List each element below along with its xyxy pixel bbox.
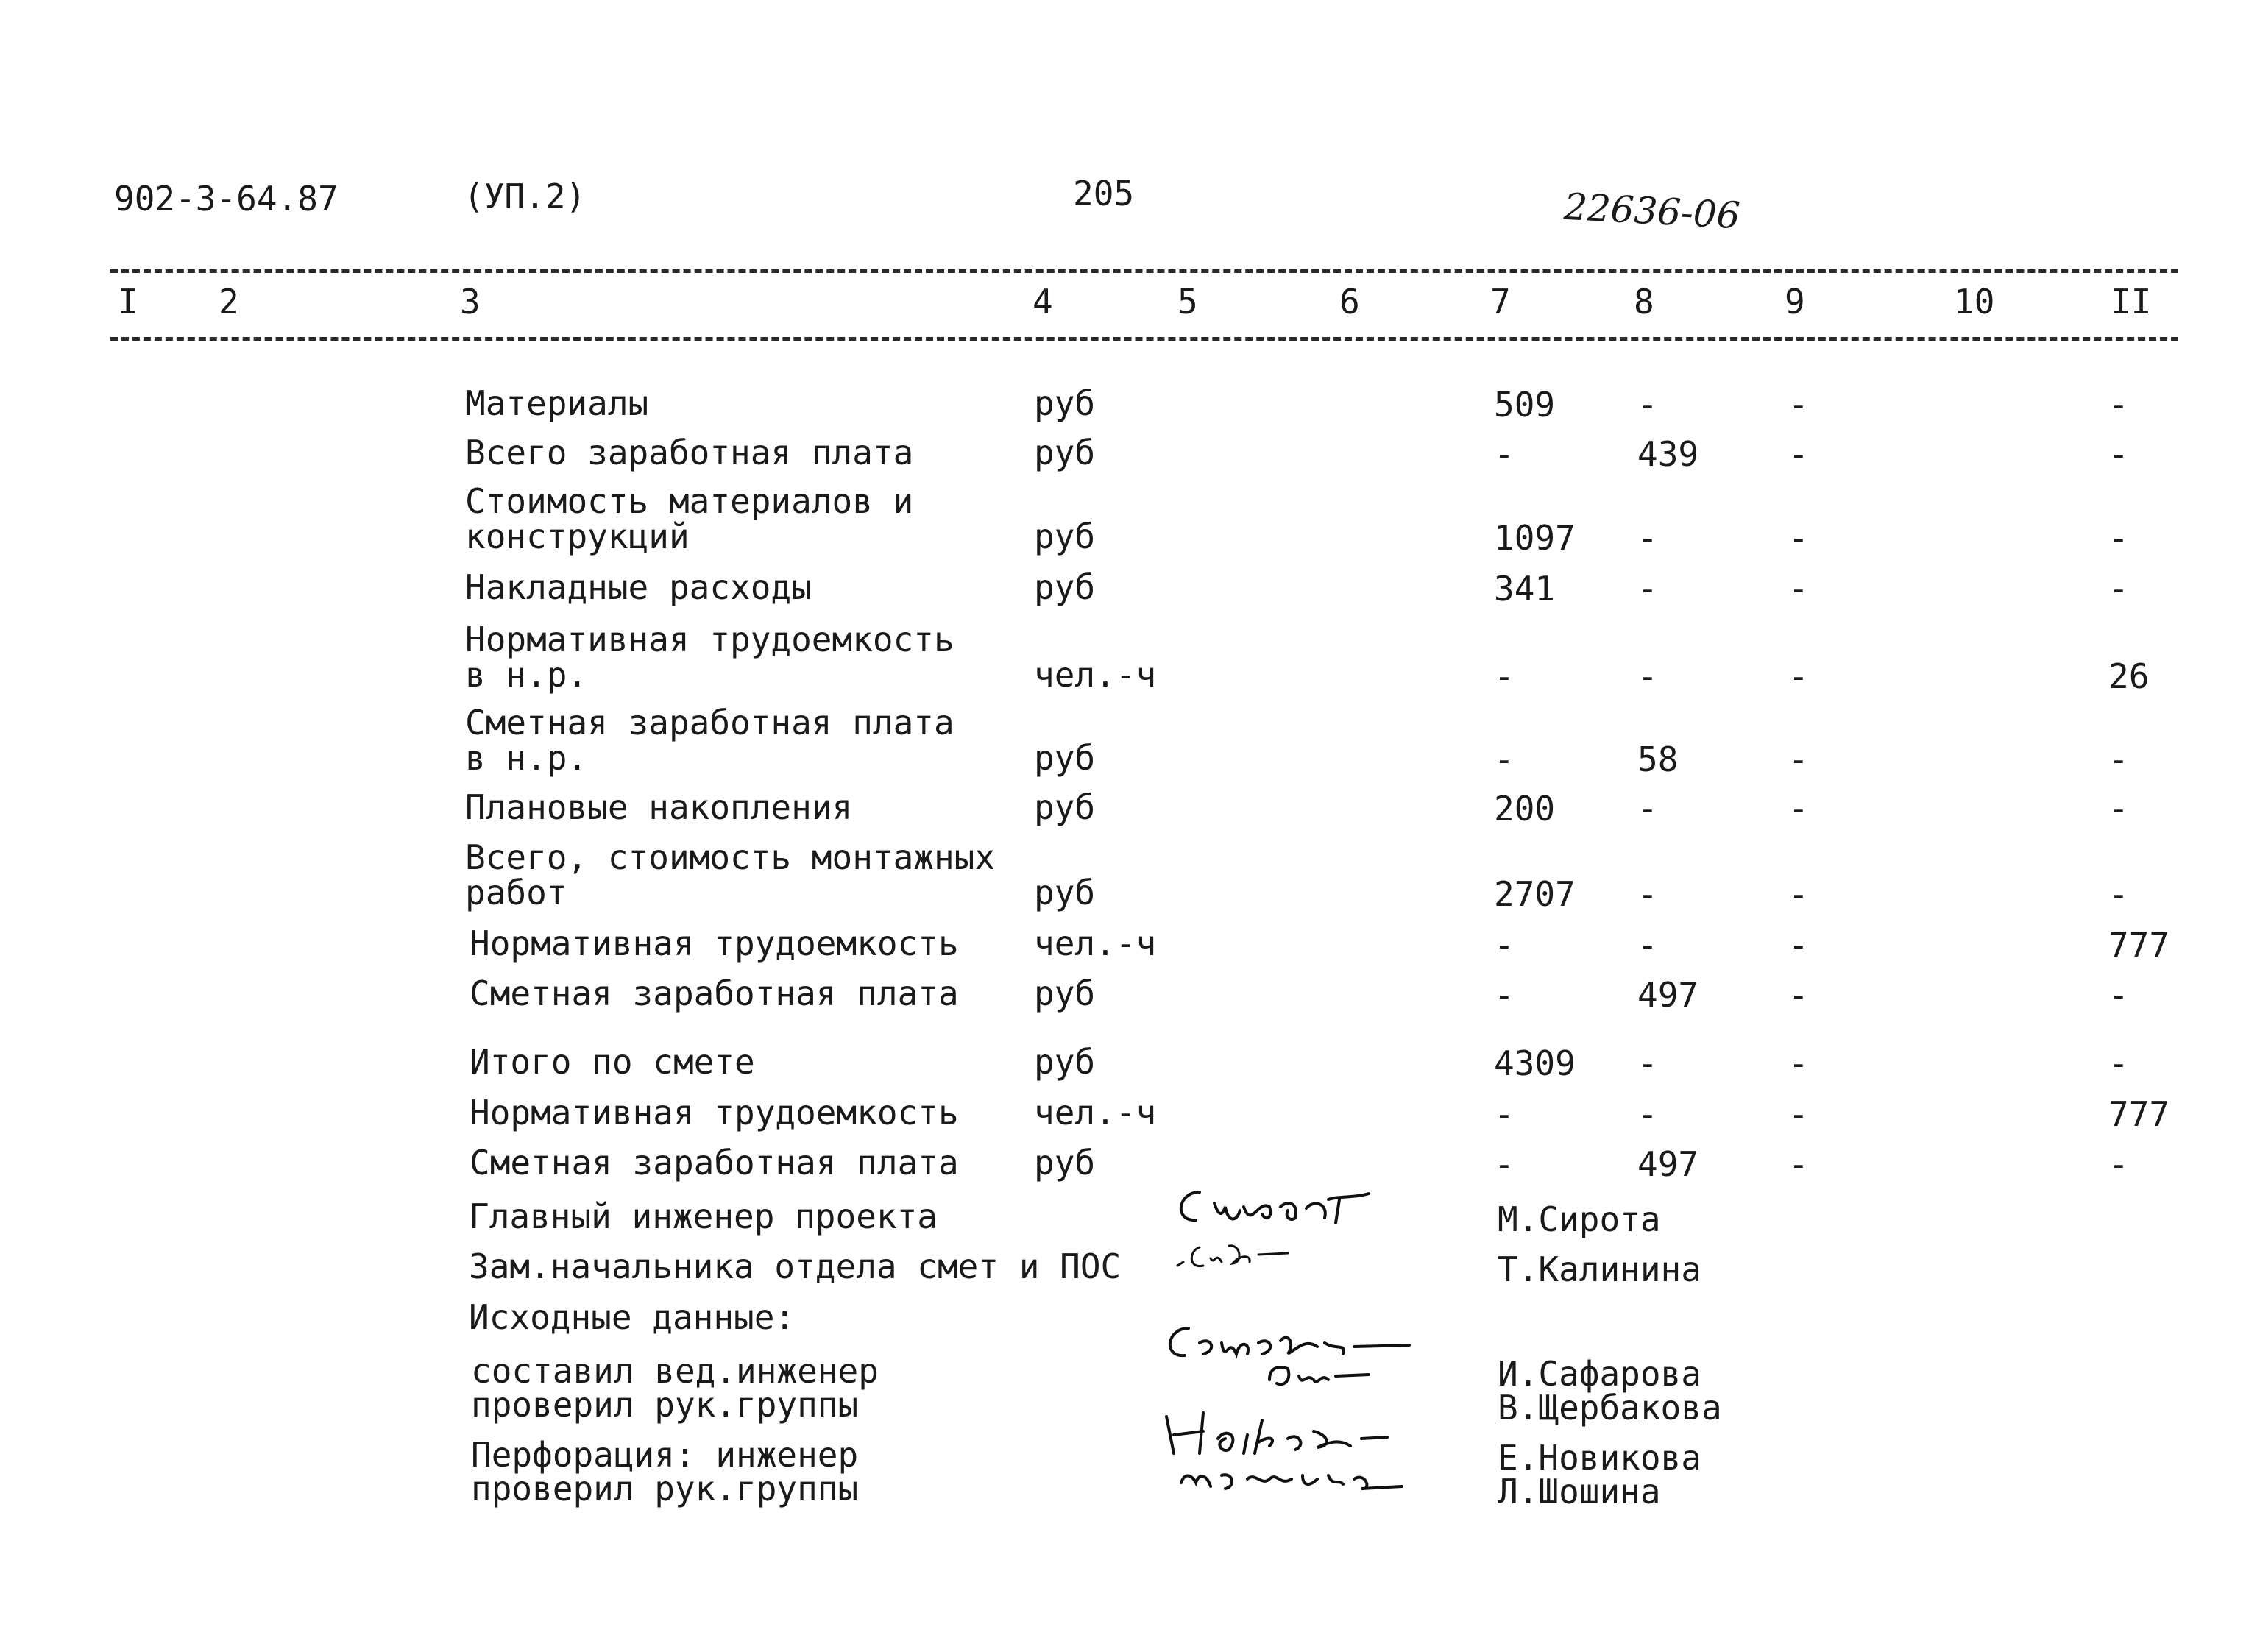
row-value-c11: - — [2108, 1144, 2129, 1184]
row-name: Нормативная трудоемкость — [470, 924, 959, 963]
signature-kalinina — [1170, 1233, 1317, 1280]
row-value-c8: - — [1637, 656, 1658, 696]
row-name: Всего заработная плата — [465, 433, 914, 472]
row-value-c8: 497 — [1637, 1144, 1699, 1184]
row-name: Материалы — [465, 383, 649, 423]
row-name: работ — [465, 873, 567, 912]
row-value-c8: - — [1637, 518, 1658, 558]
column-header-7: 7 — [1490, 282, 1511, 322]
perforation-checked-name: Л.Шошина — [1498, 1472, 1661, 1511]
row-value-c7: - — [1494, 925, 1515, 965]
doc-code: 902-3-64.87 — [114, 179, 339, 219]
row-value-c9: - — [1788, 656, 1809, 696]
row-unit: руб — [1034, 787, 1096, 827]
column-header-11: II — [2111, 282, 2152, 322]
row-value-c7: - — [1494, 656, 1515, 696]
row-value-c9: - — [1788, 740, 1809, 779]
row-unit: чел.-ч — [1034, 1093, 1157, 1132]
section-ref: (УП.2) — [464, 177, 587, 216]
row-unit: руб — [1034, 738, 1096, 778]
checked-label: проверил рук.группы — [471, 1385, 859, 1425]
row-value-c9: - — [1788, 518, 1809, 558]
row-value-c8: - — [1637, 1043, 1658, 1083]
row-value-c7: 509 — [1494, 385, 1556, 425]
row-value-c7: - — [1494, 1144, 1515, 1184]
row-value-c9: - — [1788, 569, 1809, 609]
row-value-c9: - — [1788, 385, 1809, 425]
row-value-c11: - — [2108, 569, 2129, 609]
row-name: Нормативная трудоемкость — [470, 1093, 959, 1132]
checked-name: В.Щербакова — [1498, 1388, 1722, 1428]
row-value-c7: 341 — [1494, 569, 1556, 609]
row-value-c9: - — [1788, 1043, 1809, 1083]
row-value-c7: - — [1494, 434, 1515, 474]
row-value-c8: - — [1637, 385, 1658, 425]
row-unit: руб — [1034, 1143, 1096, 1183]
row-unit: чел.-ч — [1034, 655, 1157, 695]
column-header-10: 10 — [1954, 282, 1995, 322]
column-header-6: 6 — [1339, 282, 1360, 322]
row-value-c8: 58 — [1637, 740, 1679, 779]
column-header-1: I — [118, 282, 138, 322]
row-value-c7: 2707 — [1494, 874, 1576, 914]
page-number: 205 — [1073, 174, 1135, 213]
row-value-c7: 1097 — [1494, 518, 1576, 558]
row-value-c8: 497 — [1637, 975, 1699, 1015]
row-value-c7: - — [1494, 1094, 1515, 1134]
row-value-c11: 26 — [2108, 656, 2150, 696]
row-value-c11: - — [2108, 434, 2129, 474]
column-header-3: 3 — [460, 282, 481, 322]
signature-novikova — [1152, 1402, 1446, 1508]
signature-sirota — [1170, 1177, 1391, 1239]
row-unit: руб — [1034, 517, 1096, 556]
row-name: Всего, стоимость монтажных — [465, 837, 996, 877]
compiled-name: И.Сафарова — [1498, 1354, 1701, 1394]
row-value-c9: - — [1788, 789, 1809, 829]
row-value-c9: - — [1788, 1094, 1809, 1134]
table-header-rule — [110, 337, 2178, 341]
row-name: Плановые накопления — [465, 787, 853, 827]
row-unit: руб — [1034, 873, 1096, 912]
row-unit: руб — [1034, 433, 1096, 472]
compiled-label: составил вед.инженер — [471, 1351, 879, 1391]
column-header-5: 5 — [1177, 282, 1198, 322]
row-value-c9: - — [1788, 925, 1809, 965]
row-value-c9: - — [1788, 975, 1809, 1015]
row-name: в н.р. — [465, 655, 588, 695]
row-value-c11: 777 — [2108, 925, 2170, 965]
perforation-name: Е.Новикова — [1498, 1438, 1701, 1478]
row-value-c7: 200 — [1494, 789, 1556, 829]
row-name: Сметная заработная плата — [470, 1143, 959, 1183]
row-value-c7: 4309 — [1494, 1043, 1576, 1083]
row-name: Сметная заработная плата — [470, 974, 959, 1013]
row-value-c11: - — [2108, 518, 2129, 558]
column-header-8: 8 — [1634, 282, 1654, 322]
row-name: Стоимость материалов и — [465, 481, 914, 521]
row-value-c11: - — [2108, 975, 2129, 1015]
row-name: конструкций — [465, 517, 690, 556]
table-top-rule — [110, 269, 2178, 273]
row-value-c8: - — [1637, 925, 1658, 965]
deputy-label: Зам.начальника отдела смет и ПОС — [469, 1247, 1122, 1286]
row-unit: руб — [1034, 1042, 1096, 1082]
row-value-c8: - — [1637, 1094, 1658, 1134]
source-data-label: Исходные данные: — [469, 1297, 796, 1337]
row-value-c8: - — [1637, 874, 1658, 914]
row-value-c11: - — [2108, 1043, 2129, 1083]
row-value-c9: - — [1788, 874, 1809, 914]
signature-safarova — [1159, 1310, 1439, 1408]
perforation-label: Перфорация: инженер — [471, 1435, 859, 1475]
row-value-c11: - — [2108, 789, 2129, 829]
row-value-c9: - — [1788, 1144, 1809, 1184]
row-name: в н.р. — [465, 738, 588, 778]
row-name: Итого по смете — [470, 1042, 755, 1082]
deputy-name: Т.Калинина — [1498, 1249, 1701, 1289]
row-unit: чел.-ч — [1034, 924, 1157, 963]
row-unit: руб — [1034, 567, 1096, 607]
chief-engineer-name: М.Сирота — [1498, 1199, 1661, 1239]
row-value-c9: - — [1788, 434, 1809, 474]
row-unit: руб — [1034, 383, 1096, 423]
row-value-c11: 777 — [2108, 1094, 2170, 1134]
perforation-checked-label: проверил рук.группы — [471, 1469, 859, 1509]
row-value-c7: - — [1494, 975, 1515, 1015]
row-name: Сметная заработная плата — [465, 703, 954, 742]
row-name: Нормативная трудоемкость — [465, 620, 954, 659]
chief-engineer-label: Главный инженер проекта — [469, 1197, 938, 1236]
row-unit: руб — [1034, 974, 1096, 1013]
row-value-c8: - — [1637, 569, 1658, 609]
inventory-number: 22636-06 — [1562, 185, 1741, 238]
column-header-9: 9 — [1785, 282, 1805, 322]
row-value-c11: - — [2108, 385, 2129, 425]
column-header-2: 2 — [219, 282, 239, 322]
row-name: Накладные расходы — [465, 567, 812, 607]
row-value-c8: - — [1637, 789, 1658, 829]
row-value-c8: 439 — [1637, 434, 1699, 474]
row-value-c11: - — [2108, 874, 2129, 914]
row-value-c11: - — [2108, 740, 2129, 779]
column-header-4: 4 — [1032, 282, 1053, 322]
row-value-c7: - — [1494, 740, 1515, 779]
